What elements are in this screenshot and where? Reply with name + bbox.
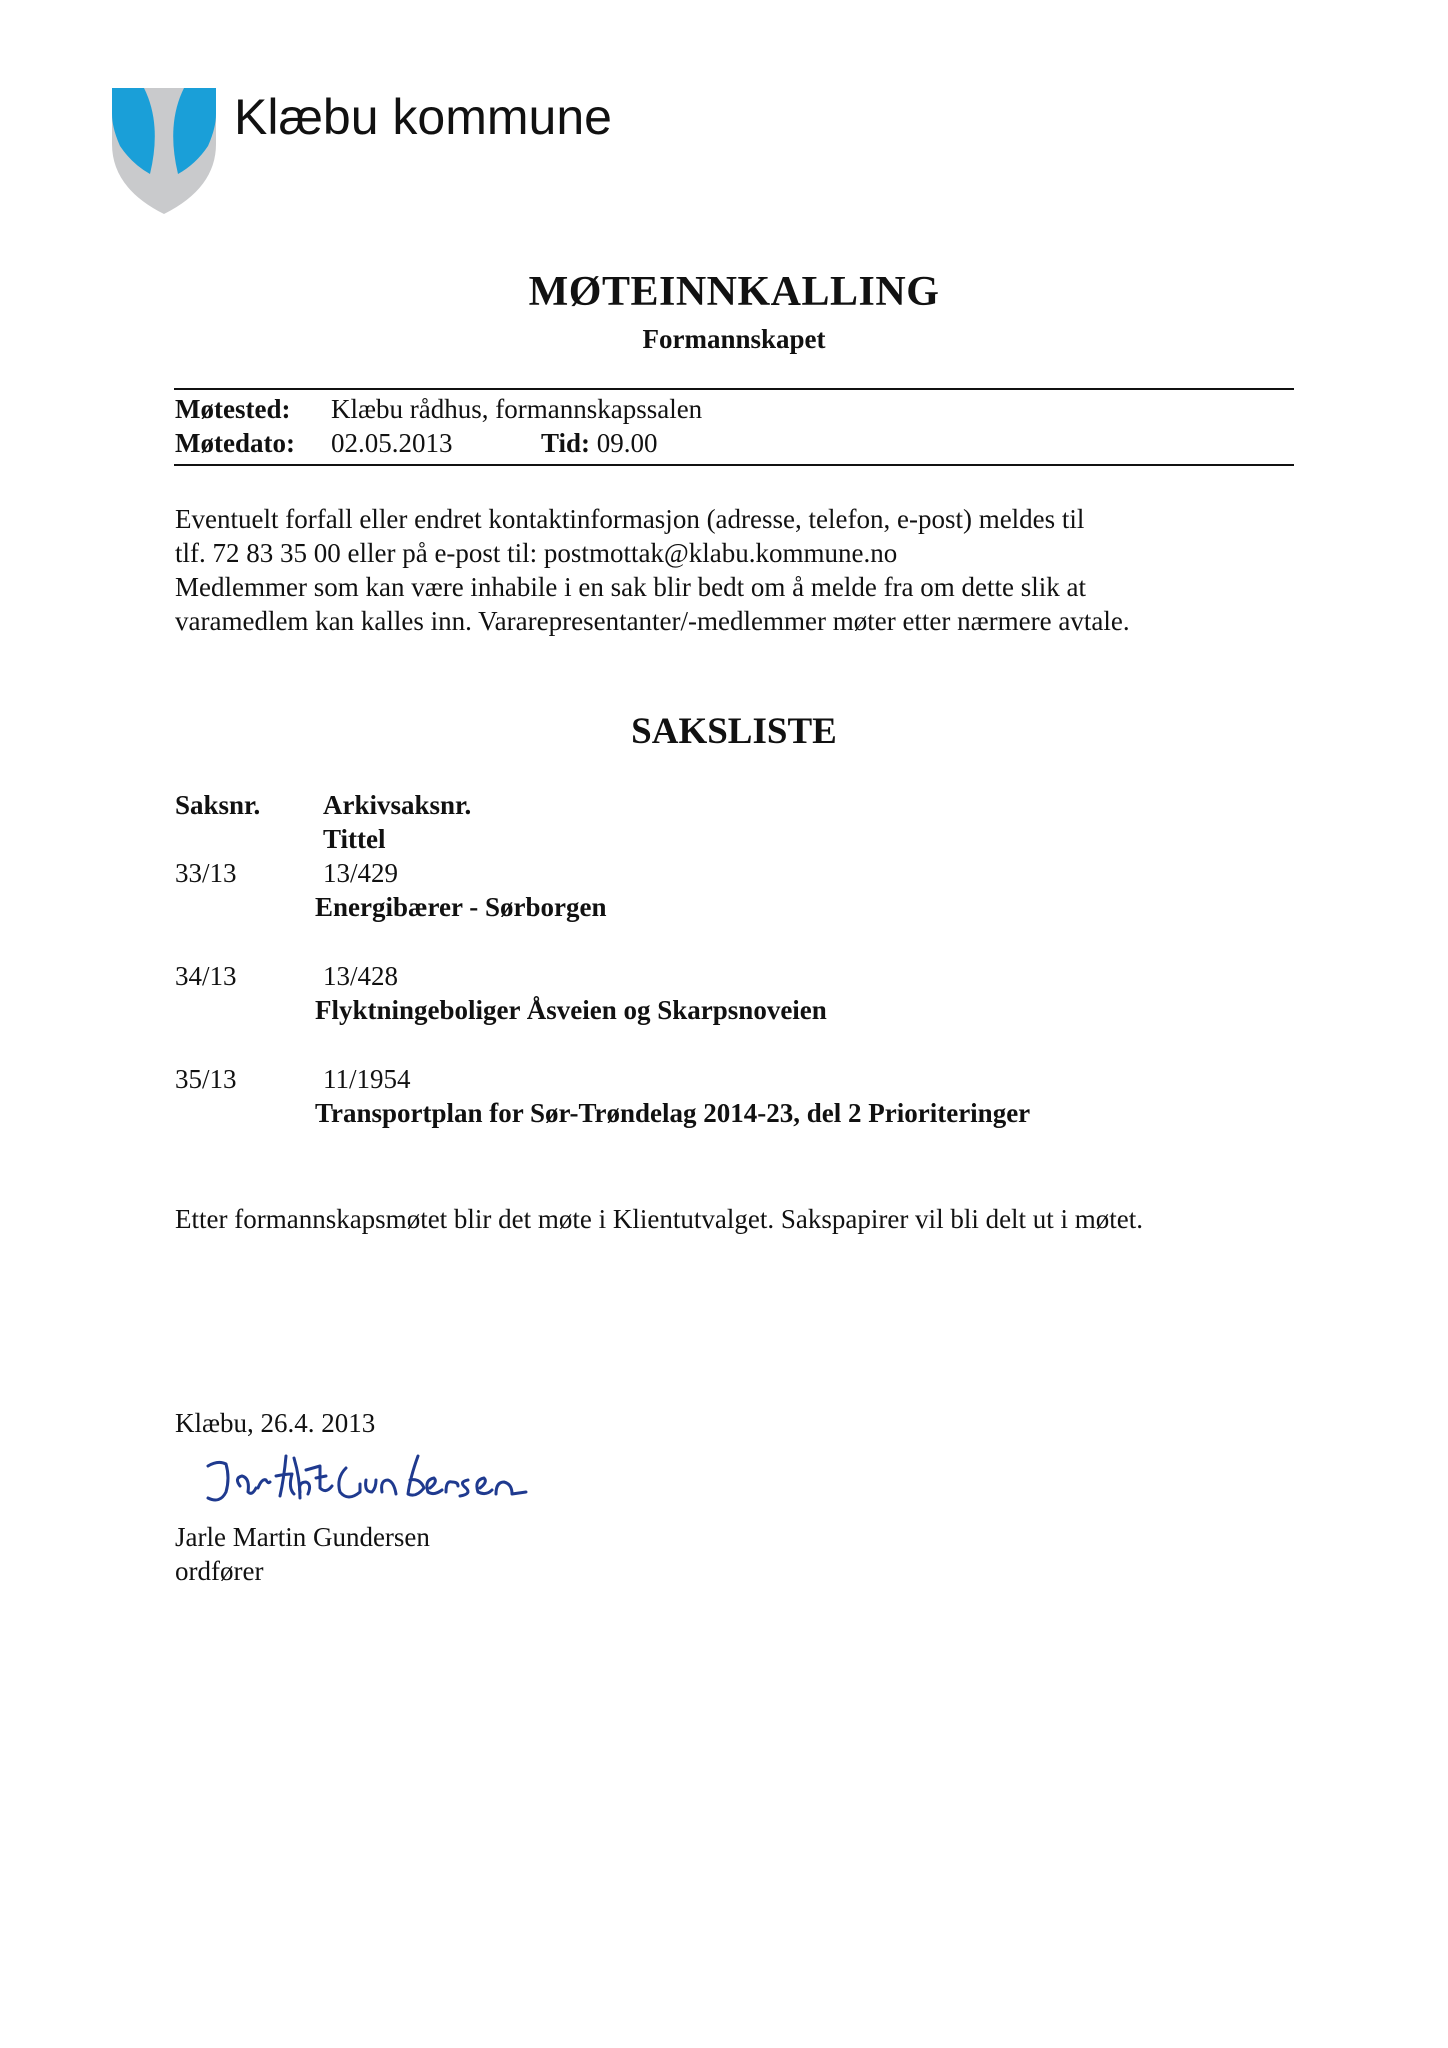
document-subtitle: Formannskapet <box>642 324 826 354</box>
meeting-place-label: Møtested: <box>175 394 291 424</box>
agenda-item-saksnr: 35/13 <box>175 1064 237 1094</box>
meeting-date-row <box>175 428 295 459</box>
meeting-date: 02.05.2013 <box>331 428 453 458</box>
document-title: MØTEINNKALLING <box>528 269 940 315</box>
divider-top <box>174 388 1294 390</box>
divider-bottom <box>174 464 1294 466</box>
note-text: Etter formannskapsmøtet blir det møte i Klientutvalget. Sakspapirer vil bli delt ut i møtet. <box>175 1204 1144 1234</box>
org-name: Klæbu kommune <box>234 89 612 145</box>
header-arkivsaksnr: Arkivsaksnr. <box>323 790 472 820</box>
meeting-time-row <box>541 428 658 459</box>
intro-line: Eventuelt forfall eller endret kontaktinformasjon (adresse, telefon, e-post) meldes til <box>175 504 1085 534</box>
agenda-item-arkiv: 13/429 <box>323 858 399 888</box>
signer-name: Jarle Martin Gundersen <box>175 1522 430 1552</box>
agenda-title: SAKSLISTE <box>631 711 837 752</box>
agenda-item-title: Transportplan for Sør-Trøndelag 2014-23, del 2 Prioriteringer <box>315 1098 1031 1128</box>
meeting-place: Klæbu rådhus, formannskapssalen <box>331 394 703 424</box>
meeting-place-row <box>175 394 290 425</box>
header-tittel: Tittel <box>323 824 386 854</box>
meeting-time-label: Tid: <box>541 428 591 458</box>
place-date: Klæbu, 26.4. 2013 <box>175 1408 376 1438</box>
agenda-item-title: Flyktningeboliger Åsveien og Skarpsnoveien <box>315 995 827 1025</box>
agenda-item-saksnr: 33/13 <box>175 858 237 888</box>
intro-line: Medlemmer som kan være inhabile i en sak blir bedt om å melde fra om dette slik at <box>175 572 1086 602</box>
header-saksnr: Saksnr. <box>175 790 261 820</box>
intro-line: tlf. 72 83 35 00 eller på e-post til: postmottak@klabu.kommune.no <box>175 538 898 568</box>
meeting-date-label: Møtedato: <box>175 428 295 458</box>
agenda-item-title: Energibærer - Sørborgen <box>315 892 607 922</box>
agenda-item-arkiv: 11/1954 <box>323 1064 411 1094</box>
signer-role: ordfører <box>175 1556 264 1586</box>
signature-text: Jarle Martin Gundersen <box>196 1516 206 1517</box>
coat-of-arms-icon <box>110 84 218 216</box>
signer-block <box>175 1520 1335 1588</box>
meeting-time: 09.00 <box>596 428 658 458</box>
intro-line: varamedlem kan kalles inn. Vararepresentanter/-medlemmer møter etter nærmere avtale. <box>175 606 1130 636</box>
agenda-item-saksnr: 34/13 <box>175 961 237 991</box>
agenda-item-arkiv: 13/428 <box>323 961 399 991</box>
intro-text <box>175 502 1335 638</box>
signature <box>196 1448 596 1518</box>
